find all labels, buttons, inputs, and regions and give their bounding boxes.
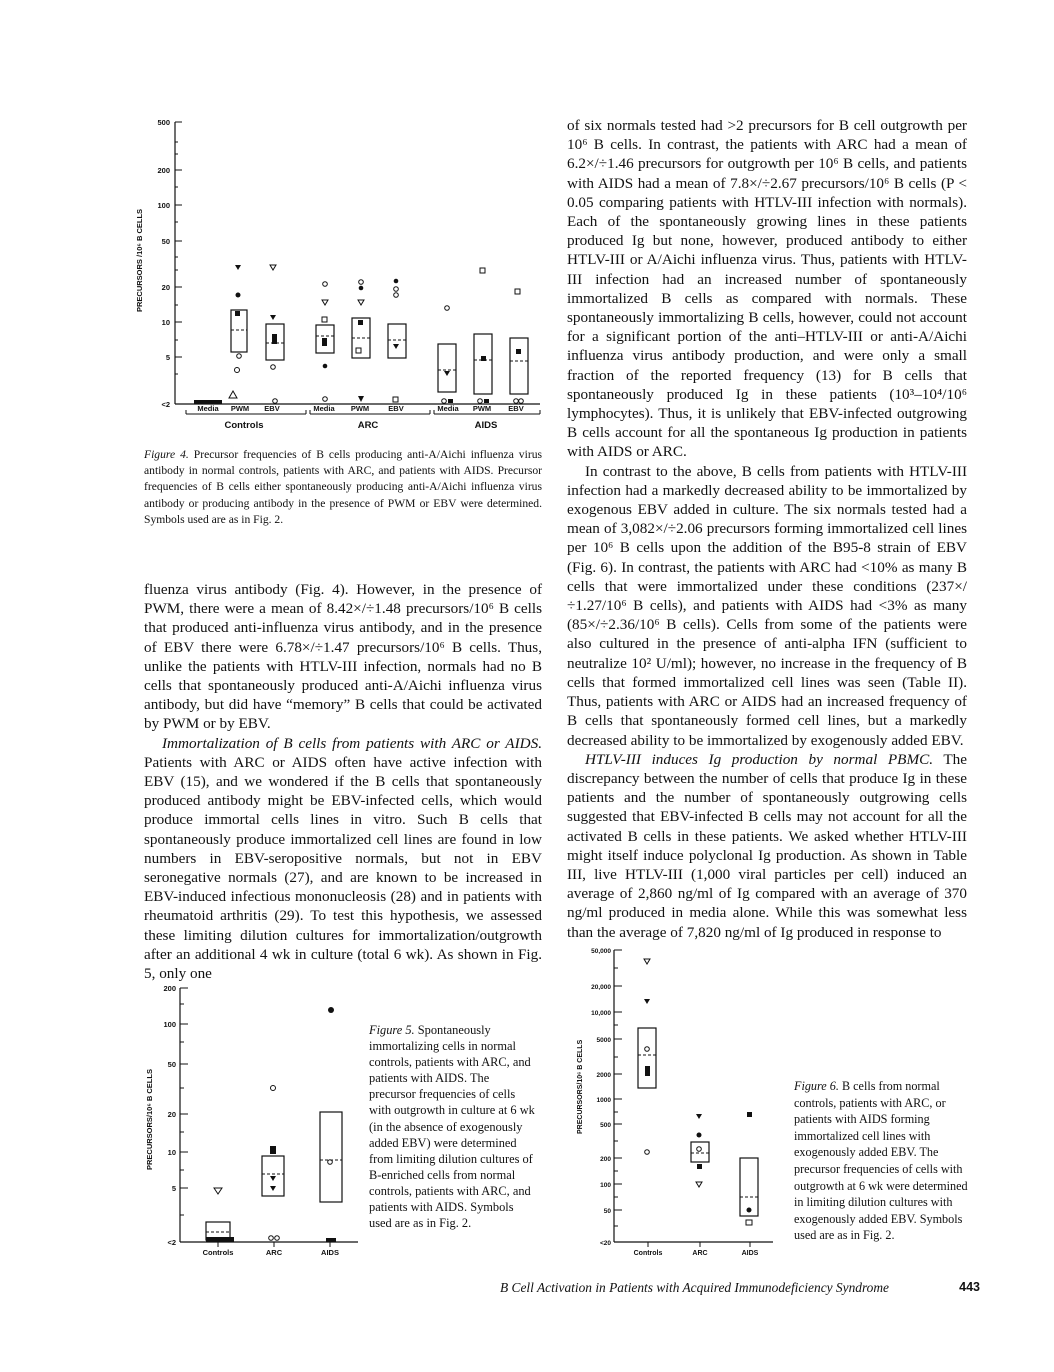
figure-6 bbox=[568, 942, 783, 1262]
fig5-xgroup: Controls bbox=[202, 1248, 234, 1257]
fig5-ytick: 20 bbox=[167, 1110, 176, 1119]
left-paragraph-1: fluenza virus antibody (Fig. 4). However, in the presence of PWM, there were a mean of 8.42×/÷1.48 precursors/10⁶ B cells that produced anti-influenza virus antibody, and in the presence of EBV there were 6.78×/÷1.47 precursors/10⁶ B cells. Thus, unlike the patients with HTLV-III infection, normals had no B cells that spontaneously produced anti-A/Aichi influenza virus antibody, but did have “memory” B cells that could be activated by PWM or by EBV. bbox=[144, 581, 542, 733]
figure-4 bbox=[120, 112, 550, 442]
fig4-xsub: PWM bbox=[230, 404, 250, 413]
right-paragraph-2: In contrast to the above, B cells from patients with HTLV-III infection had a markedly decreased ability to be immortalized by exogenous EBV added in culture. The six normals tested had a mean of 3,082×/÷2.06 precursors forming immortalized cell lines per 10⁶ B cells upon the addition of the B95-8 strain of EBV (Fig. 6). In contrast, the patients with ARC had <10% as many B cells that were immortalized under these conditions (237×/÷1.27/10⁶ B cells), and patients with AIDS had <3% as many (85×/÷2.36/10⁶ B cells). Cells from some of the patients were also cultured in the presence of anti-alpha IFN (sufficient to neutralize 10² U/ml); however, no increase in the frequency of B cells that formed immortalized cell lines was seen (Table II). Thus, patients with ARC or AIDS had an increased frequency of B cells that spontaneously formed cell lines, but a markedly decreased ability to be immortalized by exogenously added EBV. bbox=[567, 462, 967, 749]
fig4-ylabel: PRECURSORS /10⁶ B CELLS bbox=[135, 208, 144, 312]
figure-6-caption-text: B cells from normal controls, patients with ARC, or patients with AIDS forming immortalized cell lines with exogenously added EBV. The precursor frequencies of cells with outgrowth at 6 wk were determined in limiting dilution cultures with exogenously added EBV. Symbols used are as in Fig. 2. bbox=[794, 1079, 968, 1243]
fig6-ytick: 100 bbox=[600, 1182, 611, 1189]
figure-5-caption bbox=[369, 1022, 537, 1231]
fig6-ytick: <20 bbox=[599, 1240, 611, 1247]
fig5-xgroup: AIDS bbox=[321, 1248, 339, 1257]
fig4-aids-ebv-box bbox=[510, 289, 528, 403]
fig5-xgroup: ARC bbox=[265, 1248, 283, 1257]
fig4-ytick: 500 bbox=[157, 118, 170, 127]
fig4-ytick: 5 bbox=[165, 353, 170, 362]
fig4-controls-ebv-box bbox=[266, 265, 284, 403]
fig6-ytick: 200 bbox=[600, 1156, 611, 1163]
fig4-xsub: Media bbox=[313, 404, 335, 413]
right-paragraph-1: of six normals tested had >2 precursors for B cell outgrowth per 10⁶ B cells. In contrast, the patients with ARC had a mean of 6.2×/÷1.46 precursors for outgrowth per 10⁶ B cells, and patients with AIDS had a mean of 7.8×/÷2.67 precursors/10⁶ B cells (P < 0.05 comparing patients with HTLV-III infection with normals). Each of the spontaneously growing lines in these patients produced Ig but none, however, produced antibody to either HTLV-III or A/Aichi influenza virus. Thus, patients with HTLV-III infection had an increased number of spontaneously immortalized B cells as compared with normals. These spontaneously immortalizing B cells, however, could not account for a significant portion of the anti–HTLV-III or anti-A/Aichi influenza virus antibody production, and were only a small fraction of the reported frequency (13) for B cells that spontaneously produced Ig in these patients (10³–10⁴/10⁶ lymphocytes). Thus, it is unlikely that EBV-infected outgrowing B cells account for all the spontaneous Ig production in patients with AIDS or ARC. bbox=[567, 117, 967, 461]
fig6-arc-box bbox=[691, 1114, 709, 1187]
left-column-text bbox=[144, 580, 542, 983]
figure-5-caption-title: Figure 5. bbox=[369, 1023, 415, 1037]
right-column-text bbox=[567, 116, 967, 942]
fig6-ylabel: PRECURSORS/10⁶ B CELLS bbox=[577, 1039, 584, 1134]
section-heading-immortalization: Immortalization of B cells from patients with ARC or AIDS. bbox=[162, 734, 542, 752]
fig5-controls-box bbox=[206, 1188, 234, 1242]
fig6-ytick: 50,000 bbox=[591, 948, 611, 955]
fig6-ytick: 50 bbox=[603, 1208, 611, 1215]
fig4-xsub: PWM bbox=[472, 404, 492, 413]
fig4-arc-pwm-box bbox=[352, 280, 370, 402]
fig4-controls-media-points bbox=[194, 368, 240, 405]
figure-5 bbox=[138, 980, 363, 1260]
fig6-xgroup: ARC bbox=[692, 1250, 708, 1257]
page-footer bbox=[500, 1280, 980, 1296]
fig4-controls-pwm-box bbox=[231, 265, 247, 358]
fig6-aids-box bbox=[740, 1112, 758, 1225]
right-paragraph-3-body: The discrepancy between the number of cells that produce Ig in these patients and the number of spontaneously outgrowing cells suggested that EBV-infected B cells may not account for all the activated B cells in these patients. We asked whether HTLV-III might itself induce polyclonal Ig production. As shown in Table III, live HTLV-III (1,000 viral particles per cell) induced an average of 2,860 ng/ml of Ig compared with an average of 370 ng/ml produced in media alone. While this was somewhat less than the average of 7,820 ng/ml of Ig produced in response to bbox=[567, 750, 967, 941]
fig4-ytick: <2 bbox=[161, 400, 170, 409]
fig6-xgroup: Controls bbox=[633, 1250, 663, 1257]
page-number: 443 bbox=[959, 1280, 980, 1294]
fig4-ytick: 20 bbox=[161, 283, 170, 292]
fig6-ytick: 500 bbox=[600, 1122, 611, 1129]
fig4-xsub: Media bbox=[197, 404, 219, 413]
section-heading-htlv: HTLV-III induces Ig production by normal PBMC. bbox=[585, 750, 934, 768]
fig5-ytick: 200 bbox=[163, 984, 176, 993]
fig6-ytick: 1000 bbox=[596, 1097, 611, 1104]
fig5-aids-box bbox=[320, 1007, 342, 1242]
fig4-xsub: EBV bbox=[264, 404, 280, 413]
fig5-ytick: 100 bbox=[163, 1020, 176, 1029]
fig4-ytick: 50 bbox=[161, 237, 170, 246]
running-title: B Cell Activation in Patients with Acquired Immunodeficiency Syndrome bbox=[500, 1280, 889, 1295]
fig4-xgroup: AIDS bbox=[474, 420, 498, 431]
fig4-aids-pwm-box bbox=[474, 268, 492, 403]
fig5-ytick: 5 bbox=[171, 1184, 176, 1193]
fig6-ytick: 5000 bbox=[596, 1037, 611, 1044]
fig5-ytick: <2 bbox=[167, 1238, 176, 1247]
fig4-xgroup: ARC bbox=[357, 420, 379, 431]
fig4-xsub: EBV bbox=[508, 404, 524, 413]
figure-4-caption bbox=[144, 447, 542, 528]
fig4-ytick: 10 bbox=[161, 318, 170, 327]
figure-5-caption-text: Spontaneously immortalizing cells in normal controls, patients with ARC, and patients with AIDS. The precursor frequencies of cells with outgrowth in culture at 6 wk (in the absence of exogenously added EBV) were determined from limiting dilution cultures of B-enriched cells from normal controls, patients with ARC, and patients with AIDS. Symbols used are as in Fig. 2. bbox=[369, 1023, 535, 1231]
fig5-arc-box bbox=[262, 1086, 284, 1241]
fig6-xgroup: AIDS bbox=[741, 1250, 759, 1257]
left-paragraph-2 bbox=[144, 734, 542, 984]
fig6-ytick: 10,000 bbox=[591, 1010, 611, 1017]
fig4-xsub: Media bbox=[437, 404, 459, 413]
right-paragraph-3 bbox=[567, 750, 967, 942]
fig6-controls-box bbox=[638, 959, 656, 1154]
fig5-ytick: 10 bbox=[167, 1148, 176, 1157]
fig4-arc-media-box bbox=[316, 282, 334, 402]
fig5-ytick: 50 bbox=[167, 1060, 176, 1069]
figure-6-caption bbox=[794, 1078, 974, 1244]
figure-4-caption-text: Precursor frequencies of B cells producing anti-A/Aichi influenza virus antibody in normal controls, patients with ARC, and patients with AIDS. Precursor frequencies of B cells either spontaneously producing anti-A/Aichi influenza virus antibody or producing antibody in the presence of PWM or EBV were determined. Symbols used are as in Fig. 2. bbox=[144, 448, 542, 526]
fig4-ytick: 200 bbox=[157, 166, 170, 175]
fig4-xsub: PWM bbox=[350, 404, 370, 413]
figure-6-caption-title: Figure 6. bbox=[794, 1079, 839, 1093]
fig5-ylabel: PRECURSORS/10⁶ B CELLS bbox=[145, 1069, 154, 1170]
fig6-ytick: 20,000 bbox=[591, 984, 611, 991]
left-paragraph-2-body: Patients with ARC or AIDS often have active infection with EBV (15), and we wondered if the B cells that spontaneously produced antibody might be EBV-infected cells, which would produce immortal cells lines in vitro. Such B cells that spontaneously produce immortalized cell lines are found in low numbers in EBV-seropositive normals, but not in EBV seronegative normals (27), and are known to be increased in EBV-induced infectious mononucleosis (28) and in patients with rheumatoid arthritis (29). To test this hypothesis, we assessed these limiting dilution cultures for immortalization/outgrowth after an additional 4 wk in culture (total 6 wk). As shown in Fig. 5, only one bbox=[144, 753, 542, 983]
figure-4-caption-title: Figure 4. bbox=[144, 448, 189, 461]
fig4-aids-media-box bbox=[438, 306, 456, 404]
fig4-ytick: 100 bbox=[157, 201, 170, 210]
fig4-xsub: EBV bbox=[388, 404, 404, 413]
fig4-arc-ebv-box bbox=[388, 279, 406, 402]
fig4-xgroup: Controls bbox=[224, 420, 264, 431]
fig6-ytick: 2000 bbox=[596, 1072, 611, 1079]
